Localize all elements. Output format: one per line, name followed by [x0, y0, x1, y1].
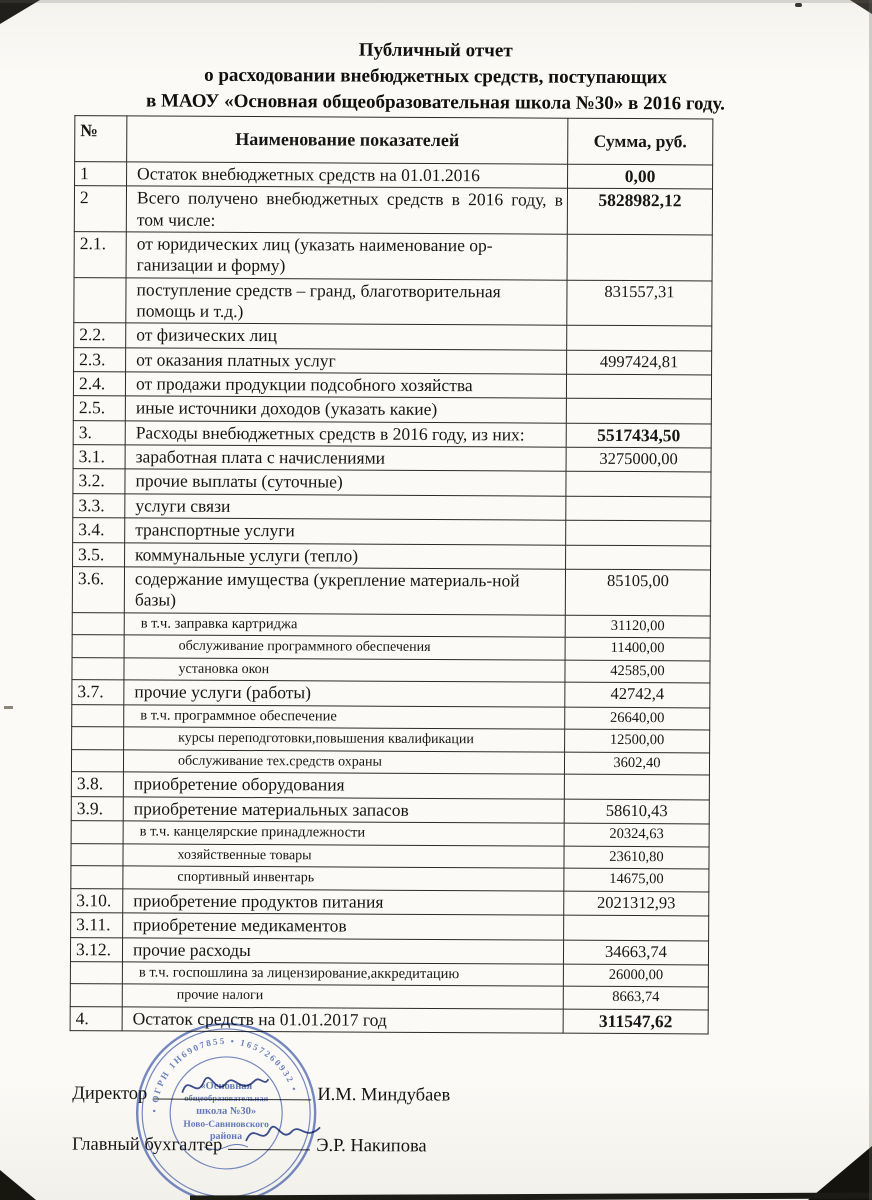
row-label: иные источники доходов (указать какие)	[125, 396, 566, 423]
row-amount: 85105,00	[565, 569, 710, 615]
row-amount: 2021312,93	[564, 891, 709, 916]
row-label: Остаток внебюджетных средств на 01.01.2016	[127, 162, 568, 189]
row-amount: 12500,00	[565, 729, 710, 752]
table-row	[74, 323, 712, 351]
row-amount: 42585,00	[565, 660, 710, 683]
row-amount	[566, 374, 711, 399]
row-number: 2.4.	[73, 372, 125, 397]
scan-artifact-speck	[795, 3, 802, 7]
table-row	[70, 984, 708, 1010]
row-amount: 831557,31	[567, 280, 712, 326]
row-label: поступление средств – гранд, благотворительная помощь и т.д.)	[126, 278, 567, 326]
row-amount: 311547,62	[563, 1009, 708, 1034]
row-number: 3.10.	[71, 888, 123, 913]
row-amount	[567, 234, 712, 280]
row-label: Остаток средств на 01.01.2017 год	[122, 1007, 563, 1034]
header-sum-column: Сумма, руб.	[568, 118, 713, 165]
table-row	[72, 680, 710, 708]
row-number	[72, 727, 124, 750]
row-label: в т.ч. программное обеспечение	[124, 705, 565, 730]
row-label: заработная плата с начислениями	[125, 445, 566, 472]
row-amount: 0,00	[568, 164, 713, 189]
row-amount	[566, 520, 711, 545]
row-number: 3.9.	[71, 796, 123, 821]
row-amount: 23610,80	[564, 846, 709, 869]
header-number-column: №	[75, 116, 127, 162]
row-label: Всего получено внебюджетных средств в 2016 году, в том числе:	[126, 186, 567, 234]
row-label: в т.ч. заправка картриджа	[124, 612, 565, 637]
table-row	[72, 566, 710, 615]
table-header	[75, 116, 713, 165]
row-amount	[566, 545, 711, 570]
stamp-line: Ново-Савиновского	[183, 1119, 269, 1131]
table-row	[73, 396, 711, 424]
scan-artifact-corner-bottom-left	[0, 1170, 36, 1200]
table-row	[74, 347, 712, 375]
row-amount	[567, 326, 712, 351]
row-number: 3.7.	[72, 680, 124, 705]
row-number: 4.	[70, 1007, 122, 1032]
row-number: 3.3.	[73, 493, 125, 518]
row-number: 3.2.	[73, 469, 125, 494]
row-amount: 26640,00	[565, 707, 710, 730]
row-label: спортивный инвентарь	[123, 866, 564, 891]
stamp-flourish	[204, 1144, 248, 1149]
row-label: прочие выплаты (суточные)	[125, 469, 566, 496]
row-label: обслуживание тех.средств охраны	[123, 750, 564, 775]
stamp-line: «Основная	[200, 1080, 253, 1093]
row-label: приобретение материальных запасов	[123, 797, 564, 824]
row-number	[71, 843, 123, 866]
row-label: приобретение оборудования	[123, 772, 564, 799]
row-amount: 11400,00	[565, 637, 710, 660]
row-amount	[566, 399, 711, 424]
row-number	[71, 821, 123, 844]
row-label: приобретение медикаментов	[123, 913, 564, 940]
row-amount	[564, 915, 709, 940]
stamp-line: района	[209, 1130, 243, 1143]
row-amount: 5517434,50	[566, 423, 711, 448]
row-number	[72, 657, 124, 680]
row-amount	[566, 496, 711, 521]
row-number: 2.1.	[74, 232, 126, 278]
table-row	[71, 888, 709, 916]
row-number: 2	[74, 186, 126, 232]
row-number: 3.5.	[73, 542, 125, 567]
title-line-1: Публичный отчет	[358, 39, 513, 62]
row-label: в т.ч. канцелярские принадлежности	[123, 821, 564, 846]
table-row	[70, 937, 708, 965]
row-label: прочие налоги	[122, 984, 563, 1009]
row-label: прочие услуги (работы)	[124, 680, 565, 707]
header-name-column: Наименование показателей	[127, 116, 568, 164]
row-label: прочие расходы	[122, 937, 563, 964]
stamp-ring-text: • ОГРН 1Н6907855 • 1657260932 •	[149, 1035, 300, 1113]
stamp-center-text	[183, 1081, 269, 1150]
table-row	[73, 493, 711, 521]
row-label: установка окон	[124, 658, 565, 683]
table-row	[71, 913, 709, 941]
table-row	[72, 704, 710, 730]
row-number	[72, 635, 124, 658]
director-role-label: Директор	[72, 1083, 148, 1105]
row-label: от физических лиц	[126, 323, 567, 350]
table-row	[72, 657, 710, 683]
row-label: от юридических лиц (указать наименование ор-ганизации и форму)	[126, 232, 567, 280]
row-label: обслуживание программного обеспечения	[124, 635, 565, 660]
row-number	[70, 961, 122, 984]
row-amount: 14675,00	[564, 868, 709, 891]
title-line-2: о расходовании внебюджетных средств, поступающих	[204, 65, 668, 89]
table-row	[71, 796, 709, 824]
scan-artifact-left-mark	[4, 706, 13, 709]
row-number: 3.8.	[71, 772, 123, 797]
stamp-line: общеобразовательная	[184, 1092, 269, 1104]
table-row	[74, 232, 712, 281]
row-amount: 20324,63	[564, 823, 709, 846]
row-number: 2.2.	[74, 323, 126, 348]
row-amount: 5828982,12	[567, 189, 712, 235]
scan-artifact-top-edge	[0, 0, 872, 3]
row-number: 3.11.	[71, 913, 123, 938]
row-label: хозяйственные товары	[123, 843, 564, 868]
row-number	[72, 612, 124, 635]
row-number	[71, 749, 123, 772]
row-label: содержание имущества (укрепление материаль-ной базы)	[124, 567, 565, 615]
row-amount: 4997424,81	[567, 350, 712, 375]
row-amount: 26000,00	[563, 964, 708, 987]
row-number: 3.	[73, 420, 125, 445]
director-name: И.М. Миндубаев	[317, 1084, 451, 1106]
row-amount: 58610,43	[564, 799, 709, 824]
table-row	[74, 277, 712, 326]
row-label: от продажи продукции подсобного хозяйства	[125, 372, 566, 399]
table-row	[71, 749, 709, 775]
row-number	[71, 866, 123, 889]
row-amount: 3275000,00	[566, 447, 711, 472]
table-row	[73, 445, 711, 473]
table-row	[71, 821, 709, 847]
table-row	[73, 420, 711, 448]
row-label: от оказания платных услуг	[126, 348, 567, 375]
row-number: 3.4.	[73, 518, 125, 543]
row-number	[70, 984, 122, 1007]
table-row	[75, 162, 713, 190]
row-amount: 42742,4	[565, 682, 710, 707]
school-round-stamp	[132, 1018, 321, 1200]
row-amount: 34663,74	[563, 940, 708, 965]
expenditure-table	[70, 115, 714, 1035]
row-amount: 8663,74	[563, 987, 708, 1010]
accountant-role-label: Главный бухгалтер	[71, 1134, 223, 1155]
table-row	[74, 186, 712, 235]
table-row	[73, 372, 711, 400]
table-row	[72, 635, 710, 661]
title-line-3: в МАОУ «Основная общеобразовательная школа №30» в 2016 году.	[145, 90, 725, 115]
row-label: Расходы внебюджетных средств в 2016 году, из них:	[125, 421, 566, 448]
document-title	[0, 36, 872, 119]
row-number: 3.12.	[70, 937, 122, 962]
scan-artifact-corner-top-left	[0, 0, 40, 24]
table-row	[71, 843, 709, 869]
row-number: 3.1.	[73, 445, 125, 470]
row-number: 2.5.	[73, 396, 125, 421]
row-label: в т.ч. госпошлина за лицензирование,аккредитацию	[122, 962, 563, 987]
row-amount	[566, 472, 711, 497]
table-row	[73, 469, 711, 497]
row-label: транспортные услуги	[125, 518, 566, 545]
table-row	[71, 866, 709, 892]
table-row	[72, 727, 710, 753]
table-row	[71, 772, 709, 800]
table-row	[70, 961, 708, 987]
row-number	[74, 277, 126, 323]
row-amount: 3602,40	[564, 752, 709, 775]
row-number: 1	[75, 162, 127, 187]
accountant-name: Э.Р. Накипова	[316, 1135, 427, 1156]
row-amount	[564, 775, 709, 800]
row-number	[72, 704, 124, 727]
row-number: 3.6.	[72, 566, 124, 612]
table-row	[73, 542, 711, 570]
row-label: приобретение продуктов питания	[123, 889, 564, 916]
row-label: коммунальные услуги (тепло)	[125, 542, 566, 569]
table-row	[73, 518, 711, 546]
table-row	[72, 612, 710, 638]
stamp-line: школа №30»	[196, 1105, 257, 1118]
row-label: курсы переподготовки,повышения квалификации	[124, 727, 565, 752]
row-amount: 31120,00	[565, 615, 710, 638]
row-label: услуги связи	[125, 494, 566, 521]
report-table-body	[70, 162, 713, 1035]
row-number: 2.3.	[74, 347, 126, 372]
